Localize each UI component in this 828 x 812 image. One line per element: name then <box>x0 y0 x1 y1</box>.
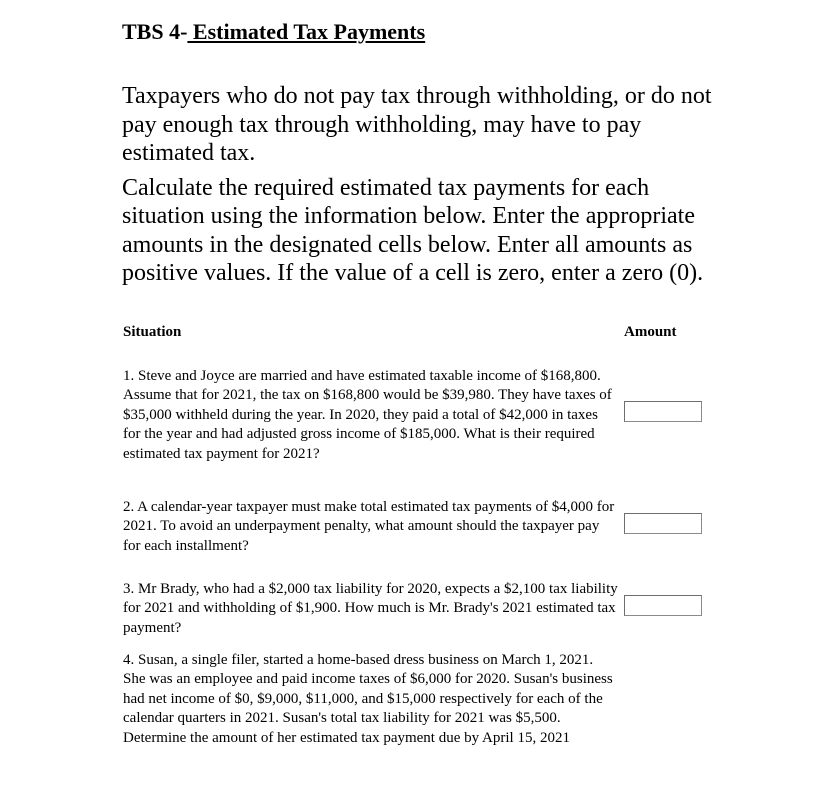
page-title <box>122 18 425 46</box>
instructions <box>122 82 722 288</box>
situation-column-header: Situation <box>123 324 182 340</box>
amount-column-header: Amount <box>624 324 677 340</box>
title-prefix: TBS 4- <box>122 19 188 44</box>
instructions-paragraph: Calculate the required estimated tax payments for each situation using the information below. Enter the appropriate amounts in the designated cells below. Enter all amounts as positive values. If the value of a cell is zero, enter a zero (0). <box>122 174 704 286</box>
situation-1-text: 1. Steve and Joyce are married and have estimated taxable income of $168,800. Assume that for 2021, the tax on $168,800 would be $39,980. They have taxes of $35,000 withheld during the year. In 2020, they paid a total of $42,000 in taxes for the year and had adjusted gross income of $185,000. What is their required estimated tax payment for 2021? <box>123 368 612 462</box>
situation-2-amount-input[interactable] <box>624 513 702 534</box>
situation-1-amount-input[interactable] <box>624 401 702 422</box>
intro-paragraph: Taxpayers who do not pay tax through withholding, or do not pay enough tax through withholding, may have to pay estimated tax. <box>122 83 712 166</box>
situation-4-text: 4. Susan, a single filer, started a home-based dress business on March 1, 2021. She was an employee and paid income taxes of $6,000 for 2020. Susan's business had net income of $0, $9,000, $11,000, and $15,000 respectively for each of the calendar quarters in 2021. Susan's total tax liability for 2021 was $5,500. Determine the amount of her estimated tax payment due by April 15, 2021 <box>123 652 613 746</box>
title-text: Estimated Tax Payments <box>187 19 426 44</box>
situation-3-text: 3. Mr Brady, who had a $2,000 tax liability for 2020, expects a $2,100 tax liability for 2021 and withholding of $1,900. How much is Mr. Brady's 2021 estimated tax payment? <box>123 581 618 636</box>
situation-3-amount-input[interactable] <box>624 595 702 616</box>
situation-2-text: 2. A calendar-year taxpayer must make total estimated tax payments of $4,000 for 2021. To avoid an underpayment penalty, what amount should the taxpayer pay for each installment? <box>123 499 615 554</box>
